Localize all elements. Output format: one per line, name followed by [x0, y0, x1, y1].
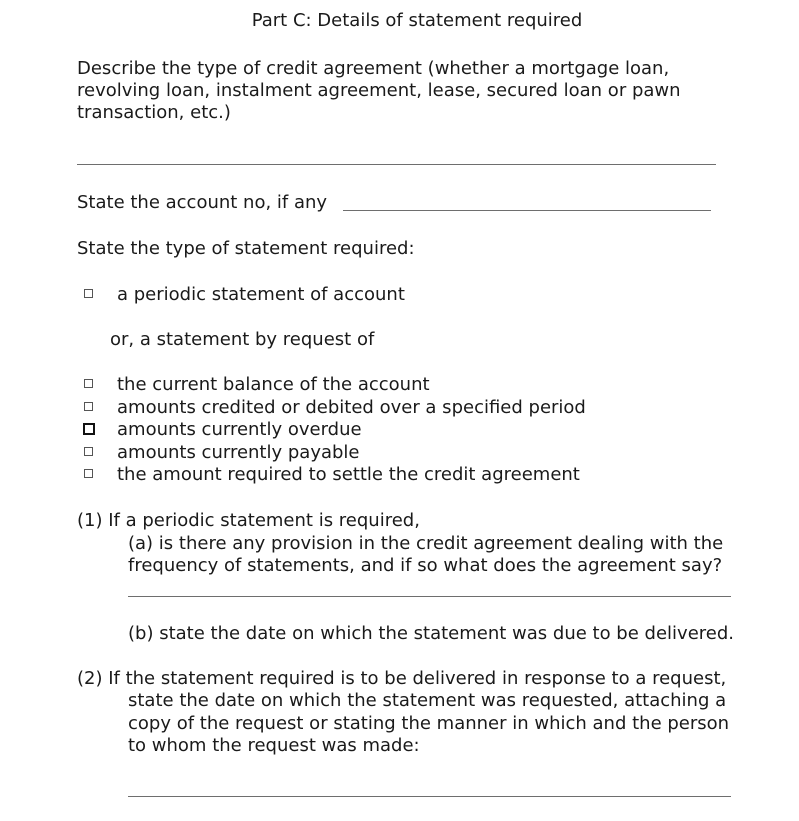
credited-debited-checkbox[interactable] [84, 402, 93, 411]
current-balance-label: the current balance of the account [117, 374, 430, 395]
current-balance-checkbox[interactable] [84, 379, 93, 388]
statement-type-label: State the type of statement required: [77, 238, 415, 259]
overdue-checkbox[interactable] [83, 423, 95, 435]
instruction-line: Describe the type of credit agreement (whether a mortgage loan, [77, 58, 670, 79]
payable-label: amounts currently payable [117, 442, 360, 463]
credit-agreement-instruction [77, 58, 737, 124]
question-2-line-3: copy of the request or stating the manner in which and the person [128, 713, 730, 734]
instruction-line: transaction, etc.) [77, 102, 231, 123]
page-title: Part C: Details of statement required [251, 10, 583, 31]
question-2-line-4: to whom the request was made: [128, 735, 420, 756]
request-statement-label: or, a statement by request of [110, 329, 375, 350]
credited-debited-label: amounts credited or debited over a specified period [117, 397, 586, 418]
periodic-statement-label: a periodic statement of account [117, 284, 405, 305]
question-2-line-2: state the date on which the statement was requested, attaching a [128, 690, 727, 711]
question-1a-line-2: frequency of statements, and if so what does the agreement say? [128, 555, 723, 576]
question-1a-line-1: (a) is there any provision in the credit agreement dealing with the [128, 533, 724, 554]
question-2-line-1: (2) If the statement required is to be delivered in response to a request, [77, 668, 727, 689]
credit-agreement-answer-line[interactable] [77, 164, 716, 165]
overdue-label: amounts currently overdue [117, 419, 362, 440]
account-number-label: State the account no, if any [77, 192, 328, 213]
question-1: (1) If a periodic statement is required, [77, 510, 420, 531]
question-1a-answer-line[interactable] [128, 596, 731, 597]
question-1b: (b) state the date on which the statement was due to be delivered. [128, 623, 734, 644]
instruction-line: revolving loan, instalment agreement, lease, secured loan or pawn [77, 80, 681, 101]
payable-checkbox[interactable] [84, 447, 93, 456]
settlement-checkbox[interactable] [84, 469, 93, 478]
account-number-answer-line[interactable] [343, 210, 711, 211]
question-2-answer-line[interactable] [128, 796, 731, 797]
settlement-label: the amount required to settle the credit agreement [117, 464, 580, 485]
periodic-statement-checkbox[interactable] [84, 289, 93, 298]
